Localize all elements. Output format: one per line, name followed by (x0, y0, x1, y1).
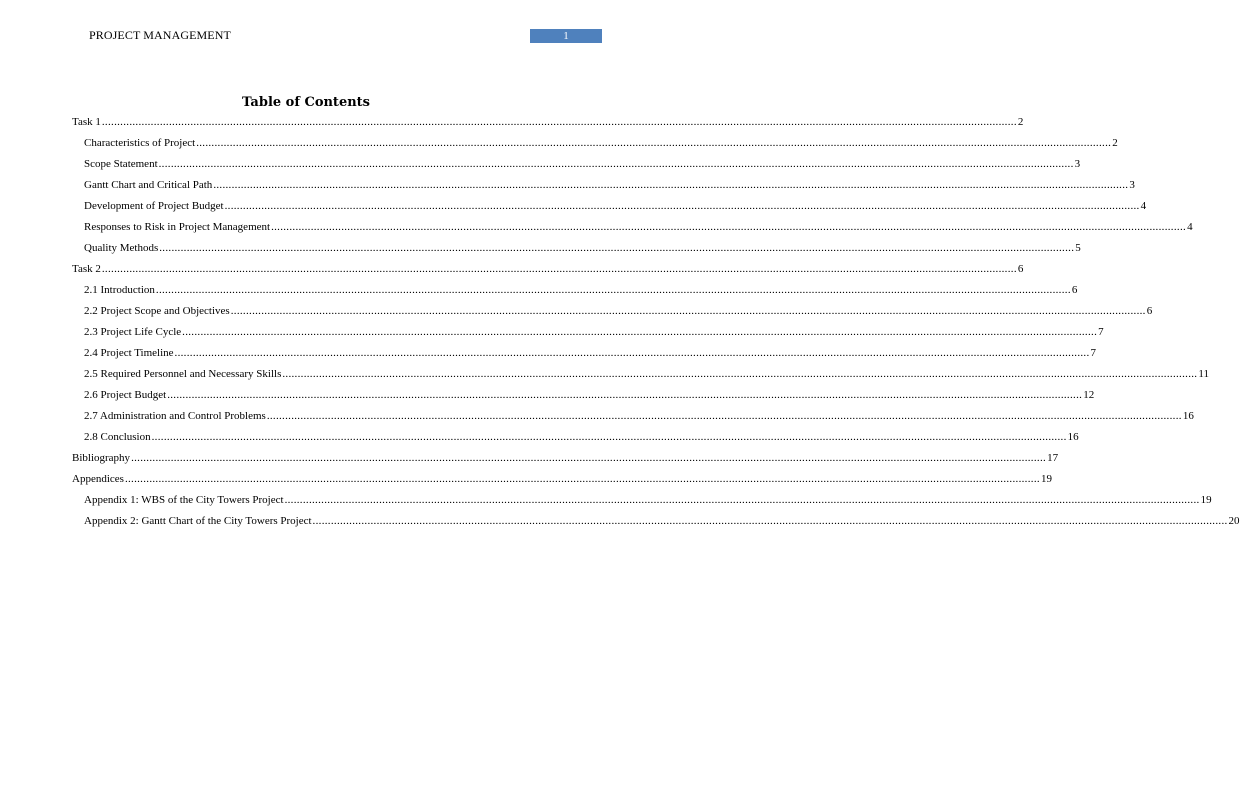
toc-entry-label: 2.8 Conclusion (84, 431, 151, 443)
toc-entry[interactable] (84, 326, 1104, 339)
toc-entry[interactable] (84, 242, 1081, 255)
toc-entry-page: 3 (1129, 179, 1135, 191)
toc-entry[interactable] (84, 137, 1118, 150)
toc-entry-page: 20 (1228, 515, 1240, 527)
toc-entry-page: 12 (1083, 389, 1095, 401)
toc-entry-label: Appendix 1: WBS of the City Towers Project (84, 494, 284, 506)
toc-entry[interactable] (84, 158, 1081, 171)
toc-entry-label: 2.7 Administration and Control Problems (84, 410, 266, 422)
toc-entry-page: 19 (1040, 473, 1052, 485)
toc-heading: Table of Contents (242, 95, 370, 110)
page-number-badge: 1 (530, 29, 602, 43)
toc-entry-page: 17 (1047, 452, 1059, 464)
toc-dot-leader: ............................................................................................................................................................................................................................................................................................................ (174, 347, 1090, 359)
toc-entry[interactable] (84, 305, 1153, 318)
toc-entry-label: 2.2 Project Scope and Objectives (84, 305, 230, 317)
toc-entry[interactable] (84, 221, 1193, 234)
toc-dot-leader: ............................................................................................................................................................................................................................................................................................................ (158, 158, 1074, 170)
toc-entry[interactable] (84, 200, 1147, 213)
toc-entry-page: 5 (1075, 242, 1081, 254)
toc-entry[interactable] (84, 515, 1240, 528)
toc-entry-page: 11 (1198, 368, 1209, 380)
toc-dot-leader: ............................................................................................................................................................................................................................................................................................................ (284, 494, 1200, 506)
toc-entry[interactable] (84, 284, 1078, 297)
toc-dot-leader: ............................................................................................................................................................................................................................................................................................................ (101, 116, 1017, 128)
toc-dot-leader: ............................................................................................................................................................................................................................................................................................................ (282, 368, 1198, 380)
toc-entry-label: Task 1 (72, 116, 101, 128)
toc-entry-page: 19 (1200, 494, 1212, 506)
toc-entry-label: Characteristics of Project (84, 137, 196, 149)
toc-entry-label: Bibliography (72, 452, 131, 464)
toc-entry-label: Scope Statement (84, 158, 158, 170)
toc-entry[interactable] (84, 410, 1194, 423)
header-title: PROJECT MANAGEMENT (89, 28, 231, 42)
toc-entry[interactable] (84, 347, 1097, 360)
toc-entry-label: Responses to Risk in Project Management (84, 221, 271, 233)
toc-dot-leader: ............................................................................................................................................................................................................................................................................................................ (131, 452, 1047, 464)
toc-entry-page: 6 (1071, 284, 1078, 296)
toc-entry-label: 2.5 Required Personnel and Necessary Skills (84, 368, 282, 380)
toc-entry-page: 6 (1146, 305, 1153, 317)
toc-entry-label: Appendix 2: Gantt Chart of the City Towers Project (84, 515, 312, 527)
toc-dot-leader: ............................................................................................................................................................................................................................................................................................................ (159, 242, 1075, 254)
toc-entry-page: 2 (1112, 137, 1118, 149)
toc-entry[interactable] (84, 494, 1212, 507)
toc-dot-leader: ............................................................................................................................................................................................................................................................................................................ (155, 284, 1071, 296)
toc-dot-leader: ............................................................................................................................................................................................................................................................................................................ (266, 410, 1182, 422)
toc-entry-page: 4 (1187, 221, 1193, 233)
toc-dot-leader: ............................................................................................................................................................................................................................................................................................................ (224, 200, 1140, 212)
toc-entry-page: 6 (1017, 263, 1024, 275)
toc-dot-leader: ............................................................................................................................................................................................................................................................................................................ (101, 263, 1017, 275)
toc-dot-leader: ............................................................................................................................................................................................................................................................................................................ (230, 305, 1146, 317)
toc-entry[interactable] (72, 473, 1052, 486)
toc-entry-label: 2.1 Introduction (84, 284, 155, 296)
toc-dot-leader: ............................................................................................................................................................................................................................................................................................................ (312, 515, 1228, 527)
toc-dot-leader: ............................................................................................................................................................................................................................................................................................................ (271, 221, 1187, 233)
toc-entry-label: Appendices (72, 473, 124, 485)
toc-entry-page: 7 (1090, 347, 1097, 359)
toc-entry[interactable] (84, 179, 1135, 192)
toc-dot-leader: ............................................................................................................................................................................................................................................................................................................ (182, 326, 1098, 338)
toc-entry-label: Development of Project Budget (84, 200, 224, 212)
toc-entry-label: Quality Methods (84, 242, 159, 254)
toc-entry-label: 2.6 Project Budget (84, 389, 167, 401)
toc-entry-page: 2 (1017, 116, 1024, 128)
toc-entry[interactable] (72, 452, 1059, 465)
toc-dot-leader: ............................................................................................................................................................................................................................................................................................................ (124, 473, 1040, 485)
toc-dot-leader: ............................................................................................................................................................................................................................................................................................................ (196, 137, 1112, 149)
toc-entry-page: 16 (1067, 431, 1079, 443)
toc-entry-page: 16 (1182, 410, 1194, 422)
toc-entry-page: 3 (1074, 158, 1081, 170)
toc-entry-label: Task 2 (72, 263, 101, 275)
toc-entry-label: 2.4 Project Timeline (84, 347, 174, 359)
toc-entry[interactable] (84, 389, 1095, 402)
toc-entry[interactable] (72, 116, 1024, 129)
toc-entry-page: 7 (1098, 326, 1104, 338)
toc-entry-label: 2.3 Project Life Cycle (84, 326, 182, 338)
toc-entry[interactable] (84, 368, 1209, 381)
toc-dot-leader: ............................................................................................................................................................................................................................................................................................................ (167, 389, 1083, 401)
toc-dot-leader: ............................................................................................................................................................................................................................................................................................................ (151, 431, 1067, 443)
toc-entry-label: Gantt Chart and Critical Path (84, 179, 213, 191)
toc-entry[interactable] (72, 263, 1024, 276)
toc-dot-leader: ............................................................................................................................................................................................................................................................................................................ (213, 179, 1129, 191)
toc-entry[interactable] (84, 431, 1079, 444)
toc-entry-page: 4 (1140, 200, 1147, 212)
